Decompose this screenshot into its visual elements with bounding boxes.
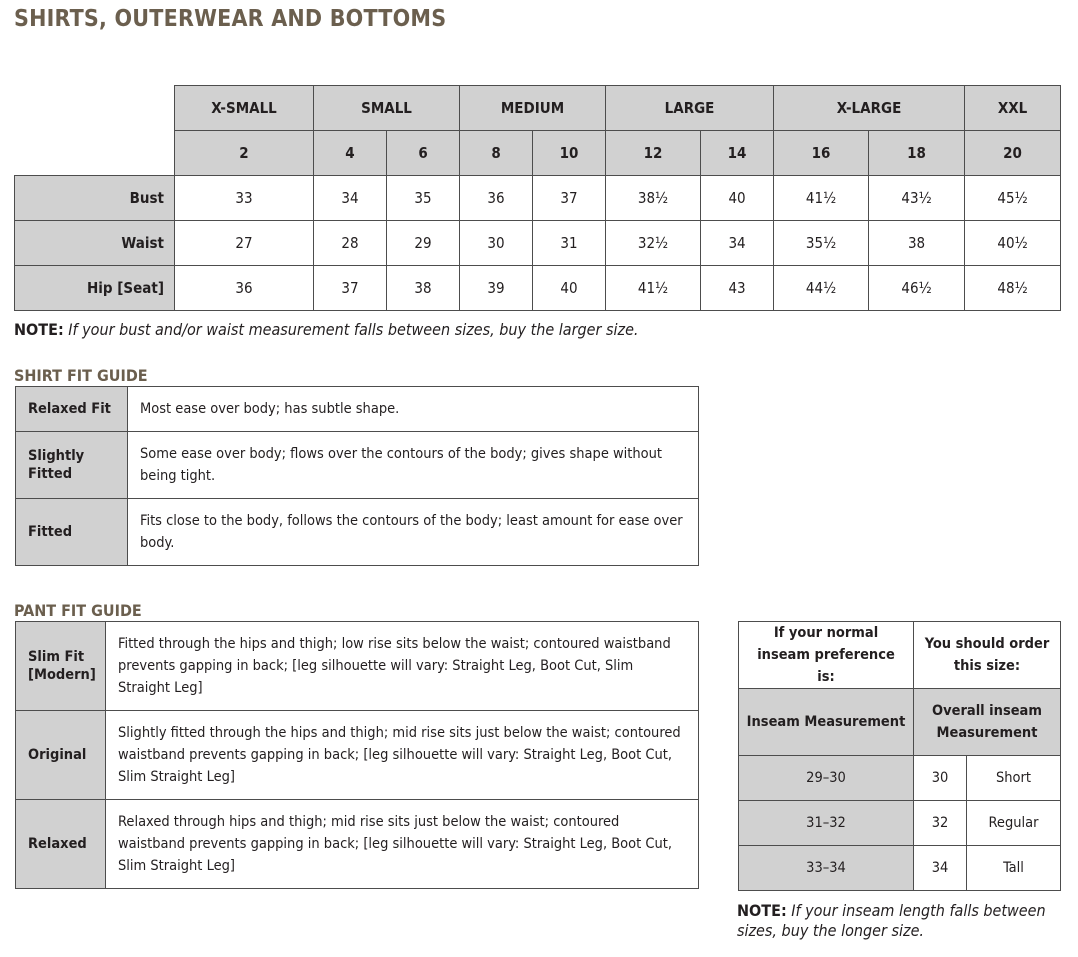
shirt-fit-guide-title: SHIRT FIT GUIDE (14, 366, 148, 385)
size-group-header: X-LARGE (774, 86, 965, 131)
fit-description: Most ease over body; has subtle shape. (128, 387, 699, 432)
page-title: SHIRTS, OUTERWEAR AND BOTTOMS (14, 6, 447, 32)
measurement-value: 48½ (965, 266, 1061, 311)
measurement-value: 30 (460, 221, 533, 266)
inseam-header-right: You should order this size: (914, 622, 1061, 689)
fit-name: Slightly Fitted (16, 432, 128, 499)
measurement-value: 28 (314, 221, 387, 266)
size-chart-table (14, 85, 1061, 311)
measurement-value: 39 (460, 266, 533, 311)
measurement-value: 29 (387, 221, 460, 266)
fit-description: Relaxed through hips and thigh; mid rise sits just below the waist; contoured waistband prevents gapping in back; [leg silhouette will vary: Straight Leg, Boot Cut, Slim Straight Leg] (106, 800, 699, 889)
inseam-row (739, 801, 1061, 846)
inseam-row (739, 756, 1061, 801)
fit-name: Slim Fit [Modern] (16, 622, 106, 711)
size-number: 10 (533, 131, 606, 176)
size-number: 12 (606, 131, 701, 176)
measurement-value: 37 (314, 266, 387, 311)
pant-fit-row (16, 711, 699, 800)
measurement-label: Waist (15, 221, 175, 266)
measurement-value: 34 (701, 221, 774, 266)
note-label: NOTE: (14, 320, 64, 339)
measurement-row-bust (15, 176, 1061, 221)
note-text: If your bust and/or waist measurement falls between sizes, buy the larger size. (63, 320, 639, 339)
shirt-fit-row (16, 499, 699, 566)
measurement-value: 41½ (774, 176, 869, 221)
measurement-value: 44½ (774, 266, 869, 311)
measurement-value: 37 (533, 176, 606, 221)
fit-name: Original (16, 711, 106, 800)
shirt-fit-table (15, 386, 699, 566)
inseam-subheader-left: Inseam Measurement (739, 689, 914, 756)
fit-description: Fits close to the body, follows the contours of the body; least amount for ease over body. (128, 499, 699, 566)
size-number-row (15, 131, 1061, 176)
corner-blank (15, 131, 175, 176)
measurement-value: 31 (533, 221, 606, 266)
inseam-row (739, 846, 1061, 891)
shirt-fit-row (16, 387, 699, 432)
pant-fit-row (16, 622, 699, 711)
inseam-range: 31–32 (739, 801, 914, 846)
measurement-value: 41½ (606, 266, 701, 311)
measurement-value: 38½ (606, 176, 701, 221)
measurement-value: 27 (175, 221, 314, 266)
size-group-header: LARGE (606, 86, 774, 131)
size-number: 18 (869, 131, 965, 176)
inseam-subheader-right: Overall inseam Measurement (914, 689, 1061, 756)
pant-fit-guide-title: PANT FIT GUIDE (14, 601, 142, 620)
fit-name: Relaxed Fit (16, 387, 128, 432)
inseam-length: 30 (914, 756, 967, 801)
measurement-value: 34 (314, 176, 387, 221)
note-label: NOTE: (737, 901, 787, 920)
size-number: 20 (965, 131, 1061, 176)
size-number: 8 (460, 131, 533, 176)
inseam-size-name: Tall (967, 846, 1061, 891)
inseam-subheader-row (739, 689, 1061, 756)
size-group-header: SMALL (314, 86, 460, 131)
fit-description: Fitted through the hips and thigh; low rise sits below the waist; contoured waistband prevents gapping in back; [leg silhouette will vary: Straight Leg, Boot Cut, Slim Straight Leg] (106, 622, 699, 711)
measurement-value: 45½ (965, 176, 1061, 221)
measurement-label: Bust (15, 176, 175, 221)
measurement-value: 43½ (869, 176, 965, 221)
measurement-value: 38 (869, 221, 965, 266)
inseam-length: 32 (914, 801, 967, 846)
inseam-header-row (739, 622, 1061, 689)
fit-description: Slightly fitted through the hips and thigh; mid rise sits just below the waist; contoured waistband prevents gapping in back; [leg silhouette will vary: Straight Leg, Boot Cut, Slim Straight Leg] (106, 711, 699, 800)
fit-name: Relaxed (16, 800, 106, 889)
measurement-row-hip (15, 266, 1061, 311)
inseam-length: 34 (914, 846, 967, 891)
corner-blank (15, 86, 175, 131)
size-number: 4 (314, 131, 387, 176)
fit-name: Fitted (16, 499, 128, 566)
shirt-fit-row (16, 432, 699, 499)
measurement-value: 35 (387, 176, 460, 221)
size-group-header: XXL (965, 86, 1061, 131)
measurement-value: 40 (533, 266, 606, 311)
inseam-size-name: Short (967, 756, 1061, 801)
size-group-header: MEDIUM (460, 86, 606, 131)
pant-fit-row (16, 800, 699, 889)
inseam-range: 29–30 (739, 756, 914, 801)
measurement-value: 32½ (606, 221, 701, 266)
inseam-header-left: If your normal inseam preference is: (739, 622, 914, 689)
measurement-value: 36 (175, 266, 314, 311)
size-number: 14 (701, 131, 774, 176)
note-inseam (737, 901, 1067, 941)
size-number: 2 (175, 131, 314, 176)
size-number: 6 (387, 131, 460, 176)
pant-fit-table (15, 621, 699, 889)
measurement-value: 33 (175, 176, 314, 221)
size-group-row (15, 86, 1061, 131)
measurement-value: 46½ (869, 266, 965, 311)
fit-description: Some ease over body; flows over the contours of the body; gives shape without being tight. (128, 432, 699, 499)
measurement-value: 43 (701, 266, 774, 311)
note-size (14, 320, 639, 339)
inseam-size-name: Regular (967, 801, 1061, 846)
size-group-header: X-SMALL (175, 86, 314, 131)
measurement-value: 35½ (774, 221, 869, 266)
measurement-value: 38 (387, 266, 460, 311)
inseam-table (738, 621, 1061, 891)
size-number: 16 (774, 131, 869, 176)
measurement-value: 40½ (965, 221, 1061, 266)
measurement-value: 40 (701, 176, 774, 221)
inseam-range: 33–34 (739, 846, 914, 891)
measurement-row-waist (15, 221, 1061, 266)
measurement-label: Hip [Seat] (15, 266, 175, 311)
measurement-value: 36 (460, 176, 533, 221)
note-text: If your inseam length falls between sizes, buy the longer size. (737, 901, 1046, 940)
